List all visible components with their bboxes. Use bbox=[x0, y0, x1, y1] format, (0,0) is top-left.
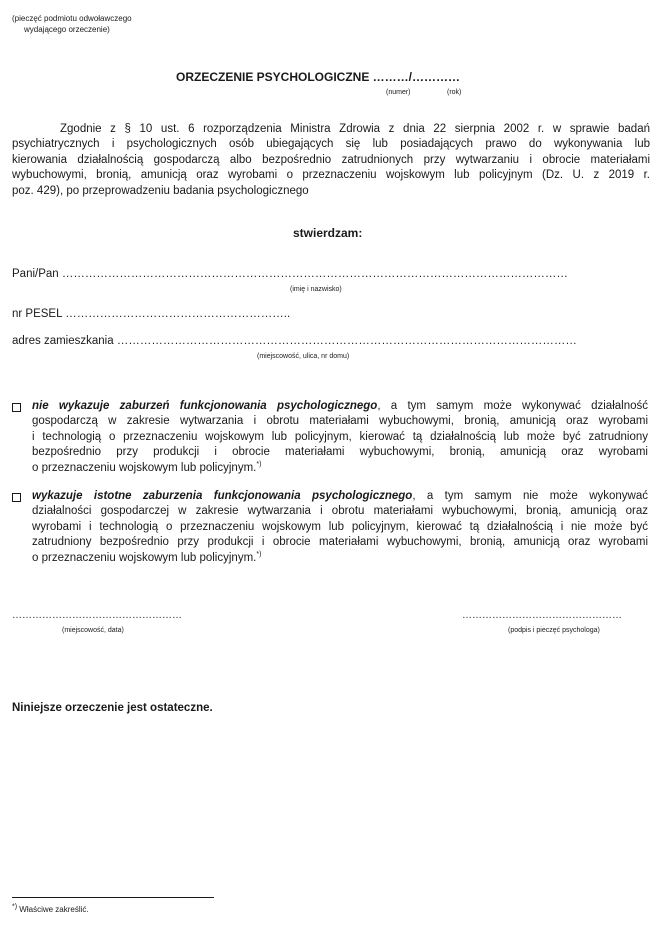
option-1-line: bezpośrednio przy produkcji i obrocie materiałami wybuchowymi, bronią, amunicją oraz wyrobami bbox=[32, 446, 648, 459]
footnote bbox=[12, 905, 89, 914]
stwierdzam-heading: stwierdzam: bbox=[293, 226, 363, 240]
option-2-footnote-mark: *) bbox=[256, 550, 262, 558]
rok-caption: (rok) bbox=[447, 89, 462, 96]
stamp-line-1: (pieczęć podmiotu odwoławczego bbox=[12, 14, 132, 23]
address-field-line: adres zamieszkania ………………………………………………………………………………………………………… bbox=[12, 335, 577, 347]
name-field-line: Pani/Pan …………………………………………………………………………………………………………………… bbox=[12, 268, 568, 280]
intro-line: psychiatrycznych i psychologicznych osób ubiegających się lub posiadających prawo do wykonywania lub bbox=[12, 138, 650, 151]
option-2-line: o przeznaczeniu wojskowym lub policyjnym. bbox=[32, 551, 257, 564]
option-1-line: gospodarczą w zakresie wytwarzania i obrotu materiałami wybuchowymi, bronią, amunicją oraz wyrobami bbox=[32, 415, 648, 428]
signature-line: ………………………………………… bbox=[462, 610, 622, 621]
name-caption: (imię i nazwisko) bbox=[290, 286, 342, 293]
option-2-checkbox[interactable] bbox=[12, 493, 21, 502]
option-2-line: wyrobami i technologią o przeznaczeniu wojskowym lub policyjnym, kierować tą działalnością i nie może być bbox=[32, 520, 648, 533]
option-1-text bbox=[32, 399, 648, 476]
page-title: ORZECZENIE PSYCHOLOGICZNE ………/………… bbox=[176, 70, 461, 84]
signature-caption: (podpis i pieczęć psychologa) bbox=[508, 627, 600, 634]
address-caption: (miejscowość, ulica, nr domu) bbox=[257, 353, 350, 360]
option-1-footnote-mark: *) bbox=[256, 460, 262, 468]
option-2-line: zatrudniony bezpośrednio przy produkcji i obrocie materiałami wybuchowymi, bronią, amunicją oraz wyrobami bbox=[32, 536, 648, 549]
intro-line: wybuchowymi, bronią, amunicją oraz wyrobami o przeznaczeniu wojskowym lub policyjnym (Dz. U. z 2019 r. bbox=[12, 169, 650, 182]
footnote-mark: *) bbox=[12, 903, 18, 911]
option-1-checkbox[interactable] bbox=[12, 403, 21, 412]
intro-line: Zgodnie z § 10 ust. 6 rozporządzenia Ministra Zdrowia z dnia 22 sierpnia 2002 r. w sprawie badań bbox=[60, 123, 650, 135]
intro-paragraph bbox=[12, 122, 650, 199]
intro-line: kierowania działalnością gospodarczą albo bezpośrednio zatrudnionych przy wytwarzaniu i obrocie materiałami bbox=[12, 153, 650, 166]
option-1-line: o przeznaczeniu wojskowym lub policyjnym. bbox=[32, 461, 257, 474]
option-2-text bbox=[32, 489, 648, 566]
option-1-line: i technologią o przeznaczeniu wojskowym lub policyjnym, kierować tą działalnością lub może być zatrudniony bbox=[32, 430, 648, 443]
intro-line: poz. 429), po przeprowadzeniu badania psychologicznego bbox=[12, 184, 309, 197]
final-statement: Niniejsze orzeczenie jest ostateczne. bbox=[12, 702, 213, 714]
option-2-lead: wykazuje istotne zaburzenia funkcjonowania psychologicznego bbox=[32, 490, 413, 502]
option-2-line-rest: , a tym samym nie może wykonywać bbox=[412, 490, 648, 502]
pesel-field-line: nr PESEL ………………………………………………….. bbox=[12, 308, 291, 320]
place-date-line: …………………………………………… bbox=[12, 610, 182, 621]
stamp-line-2: wydającego orzeczenie) bbox=[24, 25, 110, 34]
option-1-line-rest: , a tym samym może wykonywać działalność bbox=[377, 400, 648, 412]
footnote-text: Właściwe zakreślić. bbox=[19, 905, 89, 914]
stamp-caption bbox=[12, 13, 132, 35]
option-2-line: działalności gospodarczej w zakresie wytwarzania i obrotu materiałami wybuchowymi, bronią, amunicją oraz bbox=[32, 505, 648, 518]
option-1-lead: nie wykazuje zaburzeń funkcjonowania psychologicznego bbox=[32, 400, 378, 412]
numer-caption: (numer) bbox=[386, 89, 411, 96]
footnote-divider bbox=[12, 897, 214, 898]
place-date-caption: (miejscowość, data) bbox=[62, 627, 124, 634]
